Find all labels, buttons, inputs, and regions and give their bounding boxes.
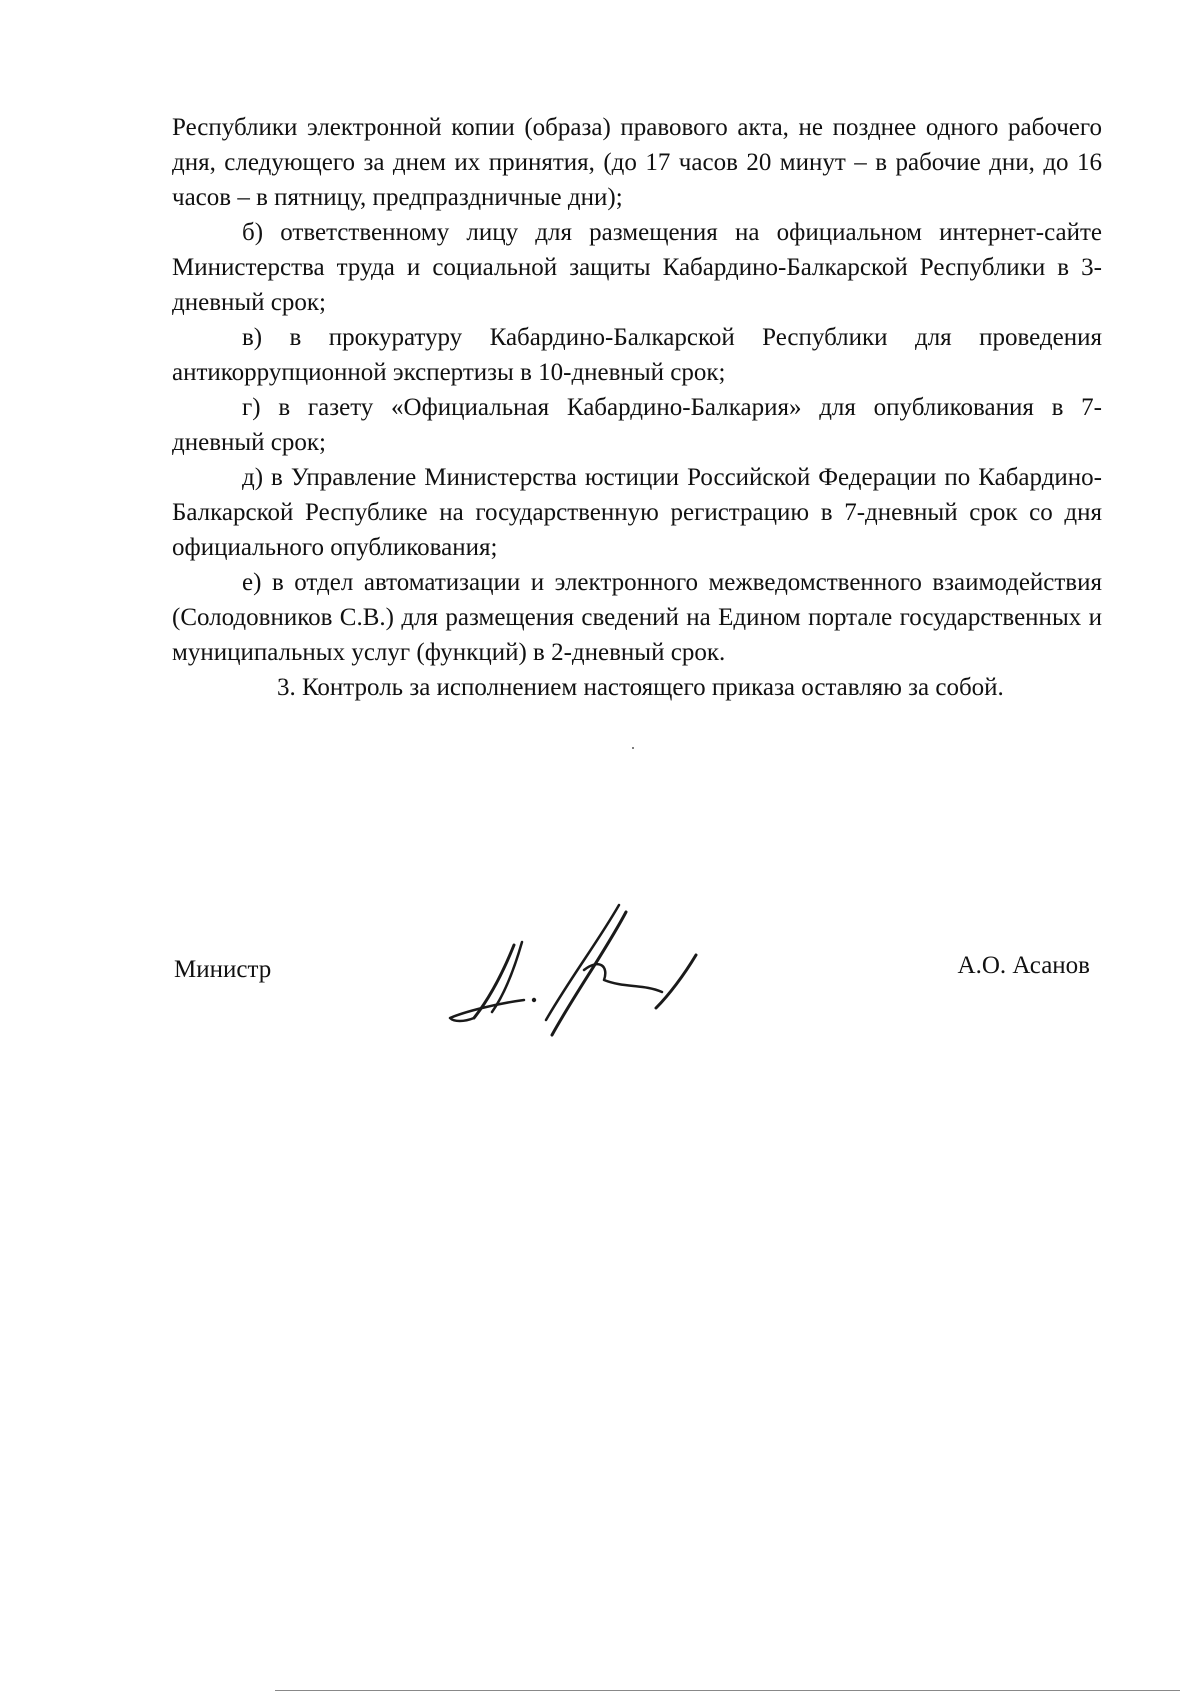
paragraph-item-b: б) ответственному лицу для размещения на официальном интернет-сайте Министерства труда и социальной защиты Кабардино-Балкарской Республики в 3-дневный срок;: [172, 219, 1102, 316]
paragraph-control-clause: 3. Контроль за исполнением настоящего приказа оставляю за собой.: [277, 674, 1004, 701]
signatory-position: Министр: [174, 956, 272, 983]
signature-block: [172, 900, 1102, 1040]
paragraph-item-v: в) в прокуратуру Кабардино-Балкарской Республики для проведения антикоррупционной экспертизы в 10-дневный срок;: [172, 324, 1102, 386]
handwritten-signature-icon: [434, 900, 734, 1040]
scan-speck: [632, 747, 634, 749]
signatory-name: А.О. Асанов: [957, 952, 1090, 979]
page-bottom-rule: [275, 1690, 1180, 1691]
paragraph-item-d: д) в Управление Министерства юстиции Российской Федерации по Кабардино-Балкарской Республике на государственную регистрацию в 7-дневный срок со дня официального опубликования;: [172, 464, 1102, 561]
document-body: [172, 110, 1102, 705]
paragraph-item-g: г) в газету «Официальная Кабардино-Балкария» для опубликования в 7-дневный срок;: [172, 394, 1102, 456]
paragraph-item-e: е) в отдел автоматизации и электронного межведомственного взаимодействия (Солодовников С.В.) для размещения сведений на Едином портале государственных и муниципальных услуг (функций) в 2-дневный срок.: [172, 569, 1102, 666]
paragraph-continuation: Республики электронной копии (образа) правового акта, не позднее одного рабочего дня, следующего за днем их принятия, (до 17 часов 20 минут – в рабочие дни, до 16 часов – в пятницу, предпраздничные дни);: [172, 114, 1102, 211]
